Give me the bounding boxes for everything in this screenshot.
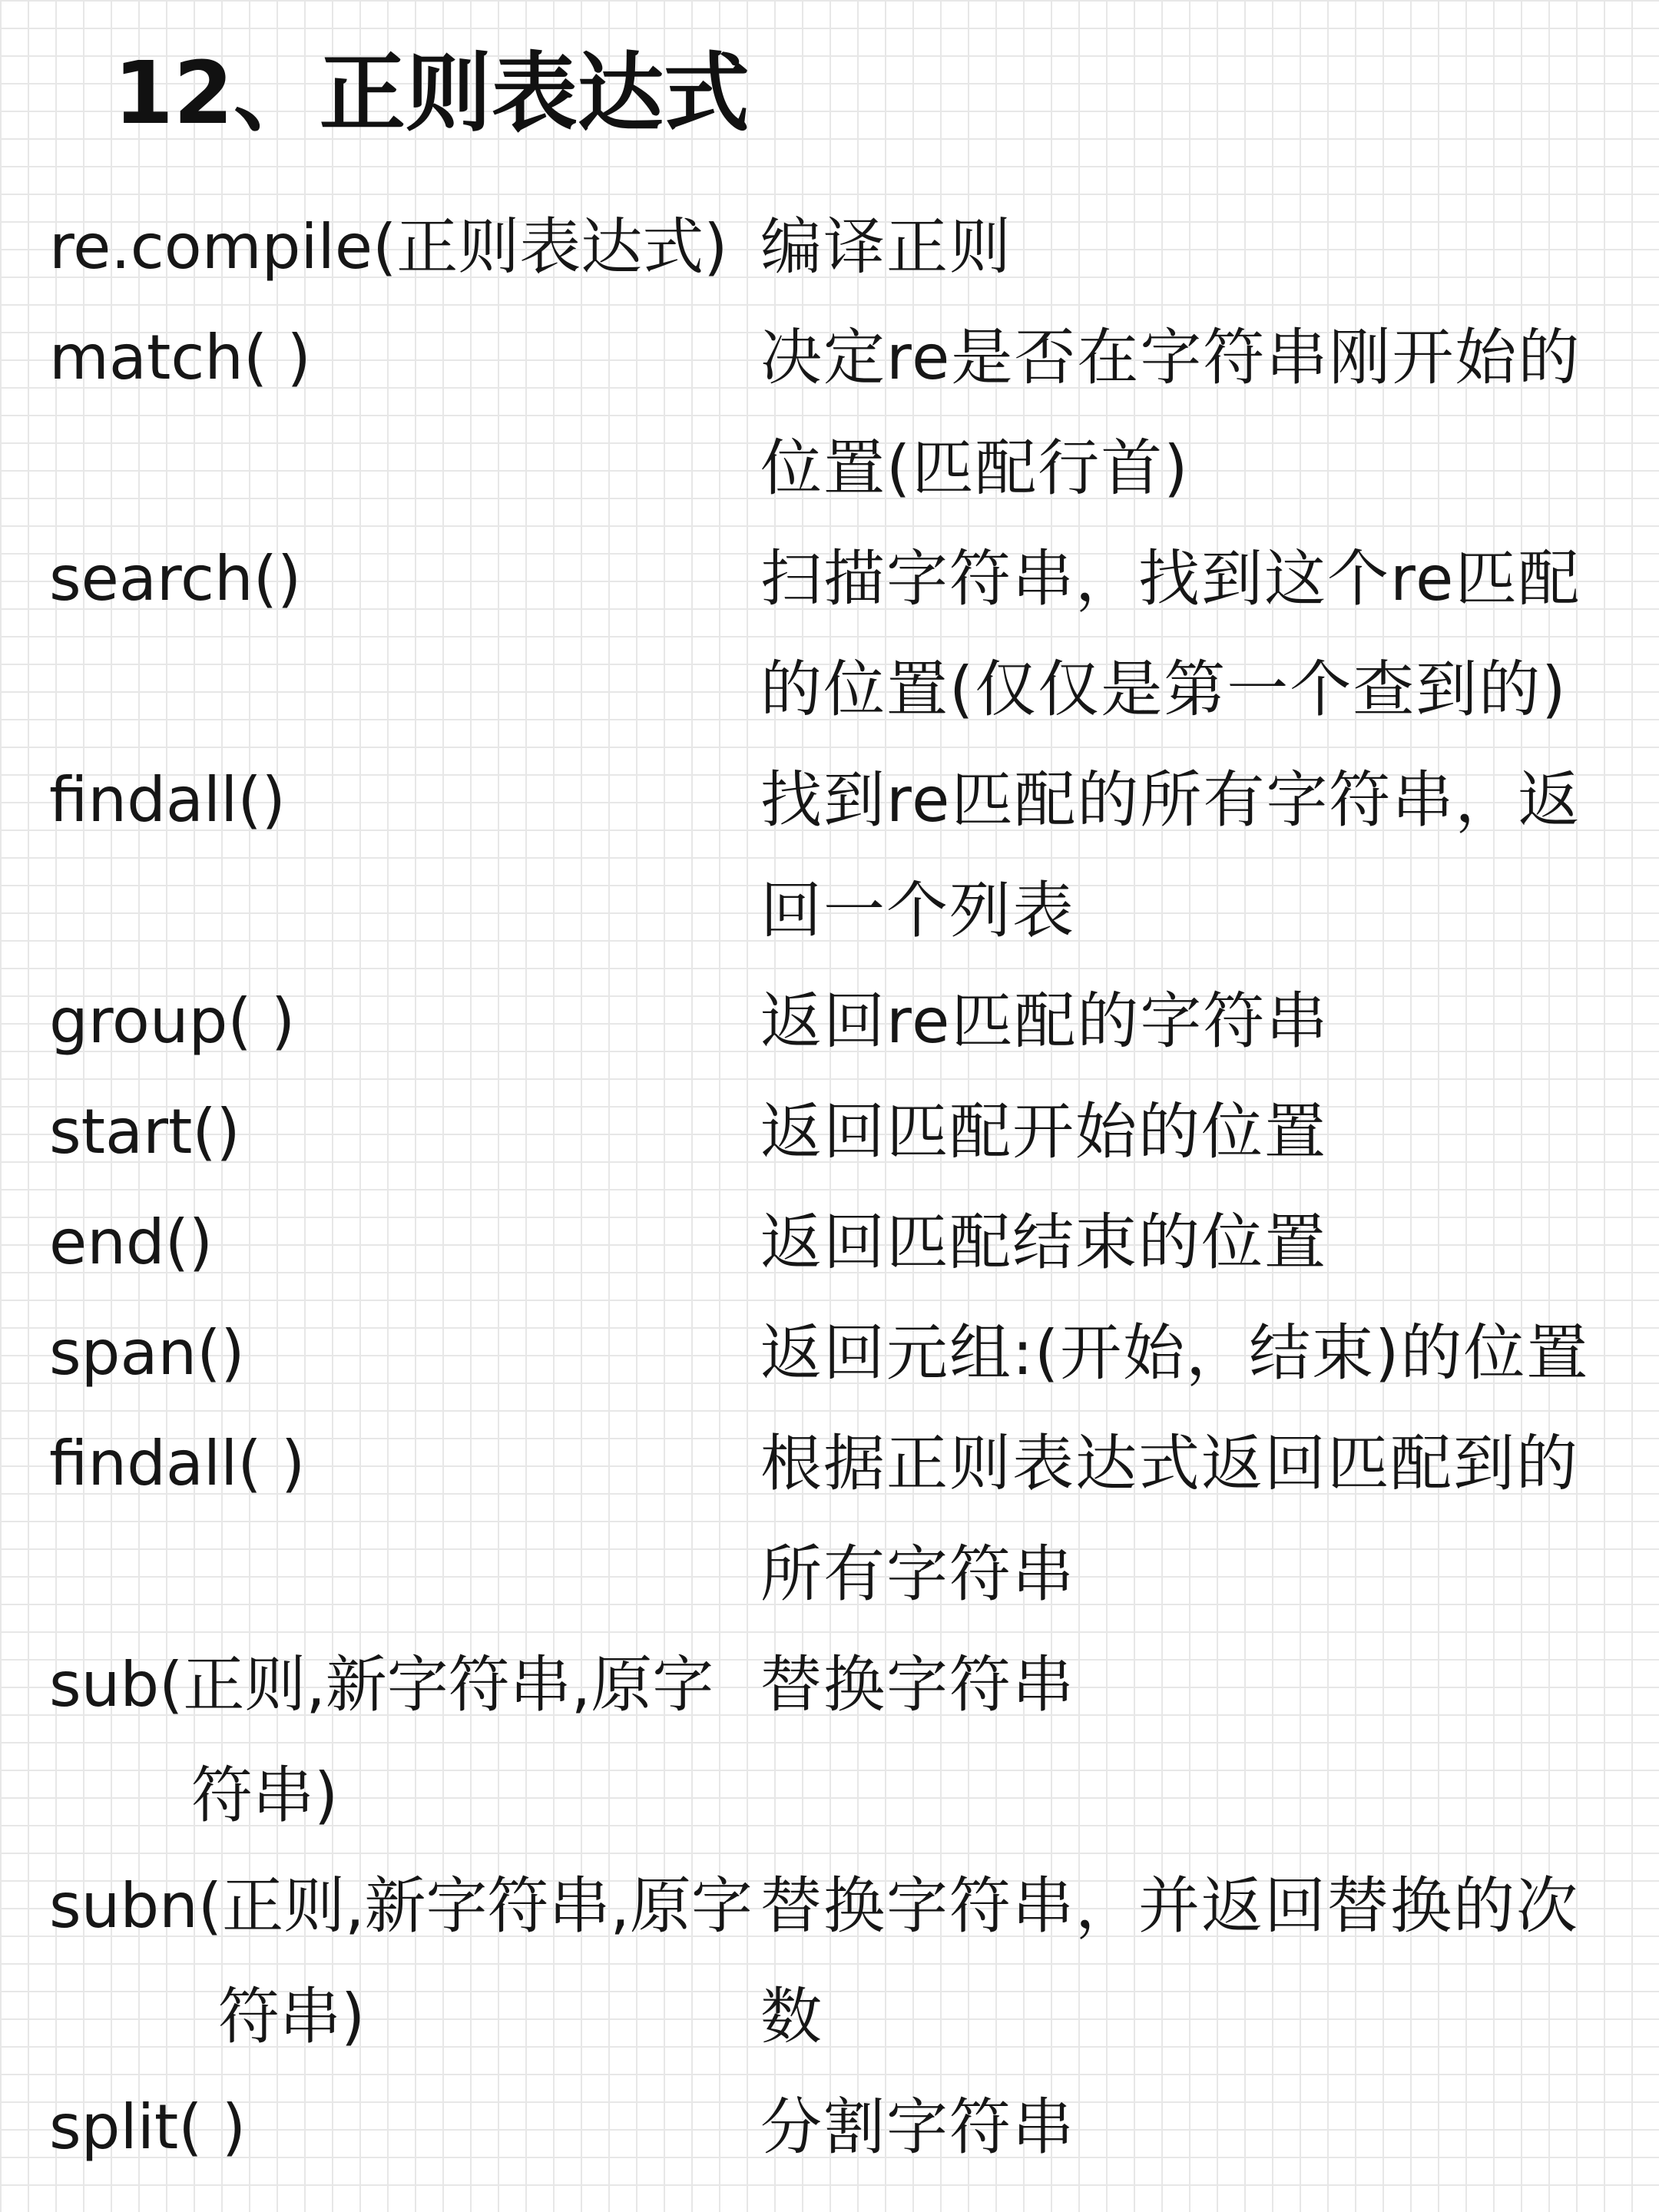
- method-name: end(): [49, 1207, 214, 1278]
- regex-method-table: [49, 192, 1624, 2183]
- method-name: group( ): [49, 985, 296, 1057]
- method-description: 找到re匹配的所有字符串，返回一个列表: [760, 764, 1581, 946]
- table-row: [49, 1187, 1624, 1298]
- method-description: 决定re是否在字符串刚开始的位置(匹配行首): [760, 322, 1581, 504]
- method-name: match( ): [49, 322, 311, 393]
- method-name: re.compile(正则表达式): [49, 211, 728, 283]
- method-name: split( ): [49, 2091, 247, 2163]
- page-title: 12、正则表达式: [114, 44, 750, 144]
- method-name: search(): [49, 543, 302, 614]
- method-description: 返回匹配开始的位置: [760, 1096, 1327, 1167]
- table-row: [49, 1851, 1624, 2072]
- method-description: 编译正则: [760, 211, 1012, 283]
- method-name: findall(): [49, 764, 286, 836]
- method-name: subn(正则,新字符串,原字符串): [49, 1870, 753, 2052]
- method-description: 扫描字符串，找到这个re匹配的位置(仅仅是第一个查到的): [760, 543, 1581, 725]
- table-row: [49, 2072, 1624, 2183]
- table-row: [49, 1630, 1624, 1851]
- table-row: [49, 966, 1624, 1077]
- table-row: [49, 303, 1624, 524]
- method-description: 根据正则表达式返回匹配到的所有字符串: [760, 1428, 1579, 1610]
- method-name: start(): [49, 1096, 240, 1167]
- method-description: 替换字符串，并返回替换的次数: [760, 1870, 1579, 2052]
- method-description: 替换字符串: [760, 1649, 1075, 1720]
- method-description: 返回re匹配的字符串: [760, 985, 1330, 1057]
- table-row: [49, 192, 1624, 303]
- table-row: [49, 1409, 1624, 1630]
- table-row: [49, 524, 1624, 745]
- method-description: 分割字符串: [760, 2091, 1075, 2163]
- method-description: 返回匹配结束的位置: [760, 1207, 1327, 1278]
- table-row: [49, 1077, 1624, 1187]
- method-name: sub(正则,新字符串,原字符串): [49, 1649, 714, 1831]
- method-name: findall( ): [49, 1428, 306, 1499]
- table-row: [49, 745, 1624, 966]
- method-name: span(): [49, 1317, 245, 1389]
- method-description: 返回元组:(开始，结束)的位置: [760, 1317, 1590, 1389]
- table-row: [49, 1298, 1624, 1409]
